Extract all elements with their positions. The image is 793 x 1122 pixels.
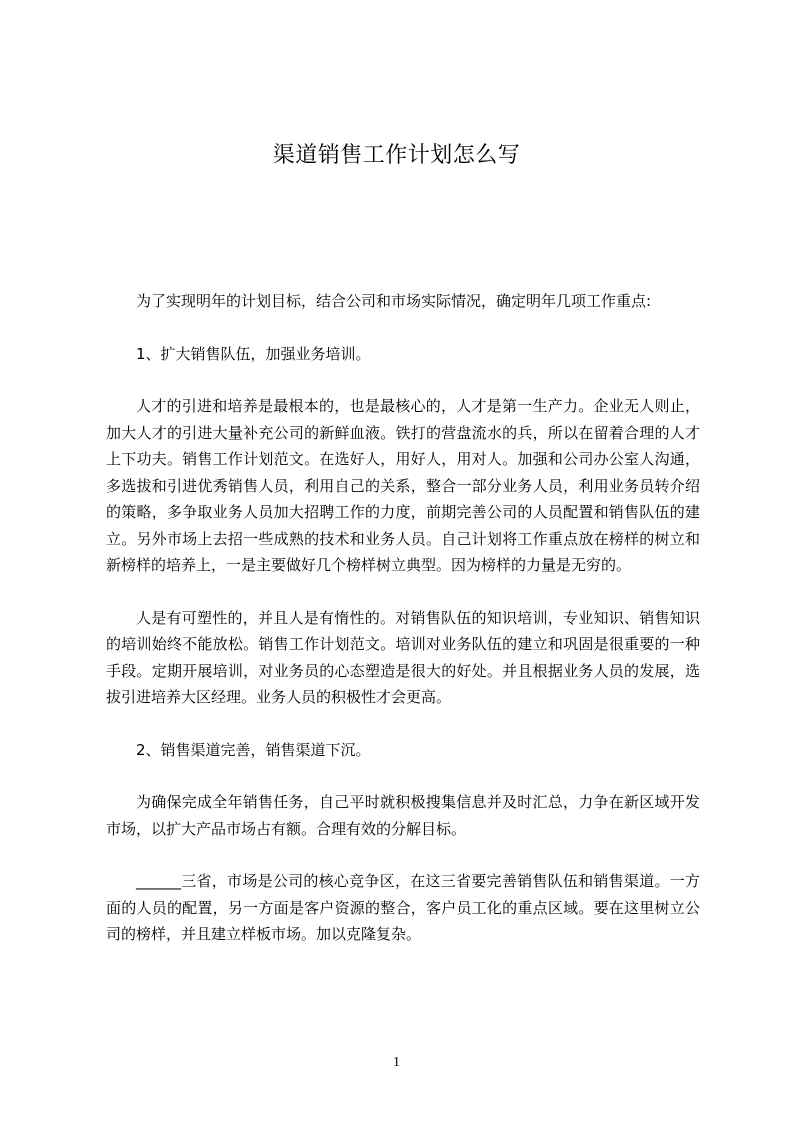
section-heading-2: 2、销售渠道完善，销售渠道下沉。 [136, 740, 371, 759]
body-paragraph: 人才的引进和培养是最根本的，也是最核心的，人才是第一生产力。企业无人则止，加大人才的引进大量补充公司的新鲜血液。铁打的营盘流水的兵，所以在留着合理的人才上下功夫。销售工作计划范文。在选好人，用好人，用对人。加强和公司办公室人沟通，多选拔和引进优秀销售人员，利用自己的关系，整合一部分业务人员，利用业务员转介绍的策略，多争取业务人员加大招聘工作的力度，前期完善公司的人员配置和销售队伍的建立。另外市场上去招一些成熟的技术和业务人员。自己计划将工作重点放在榜样的树立和新榜样的培养上，一是主要做好几个榜样树立典型。因为榜样的力量是无穷的。 [106, 397, 700, 574]
paragraph-spacer [106, 842, 700, 868]
page-number: 1 [393, 1055, 400, 1070]
body-paragraph: 为确保完成全年销售任务，自己平时就积极搜集信息并及时汇总，力争在新区域开发市场，以扩大产品市场占有额。合理有效的分解目标。 [106, 793, 700, 838]
document-title: 渠道销售工作计划怎么写 [272, 143, 521, 168]
intro-paragraph: 为了实现明年的计划目标，结合公司和市场实际情况，确定明年几项工作重点: [136, 292, 652, 310]
paragraph-spacer [106, 711, 700, 737]
paragraph-spacer [106, 579, 700, 605]
paragraph-spacer [106, 367, 700, 393]
paragraph-spacer [106, 315, 700, 341]
body-paragraph: 人是有可塑性的，并且人是有惰性的。对销售队伍的知识培训，专业知识、销售知识的培训始终不能放松。销售工作计划范文。培训对业务队伍的建立和巩固是很重要的一种手段。定期开展培训，对业务员的心态塑造是很大的好处。并且根据业务人员的发展，选拔引进培养大区经理。业务人员的积极性才会更高。 [106, 608, 700, 706]
section-heading-1: 1、扩大销售队伍，加强业务培训。 [136, 344, 371, 363]
document-body [106, 288, 700, 948]
body-paragraph: ______三省，市场是公司的核心竞争区，在这三省要完善销售队伍和销售渠道。一方面的人员的配置，另一方面是客户资源的整合，客户员工化的重点区域。要在这里树立公司的榜样，并且建立样板市场。加以克隆复杂。 [106, 872, 700, 943]
paragraph-spacer [106, 763, 700, 789]
